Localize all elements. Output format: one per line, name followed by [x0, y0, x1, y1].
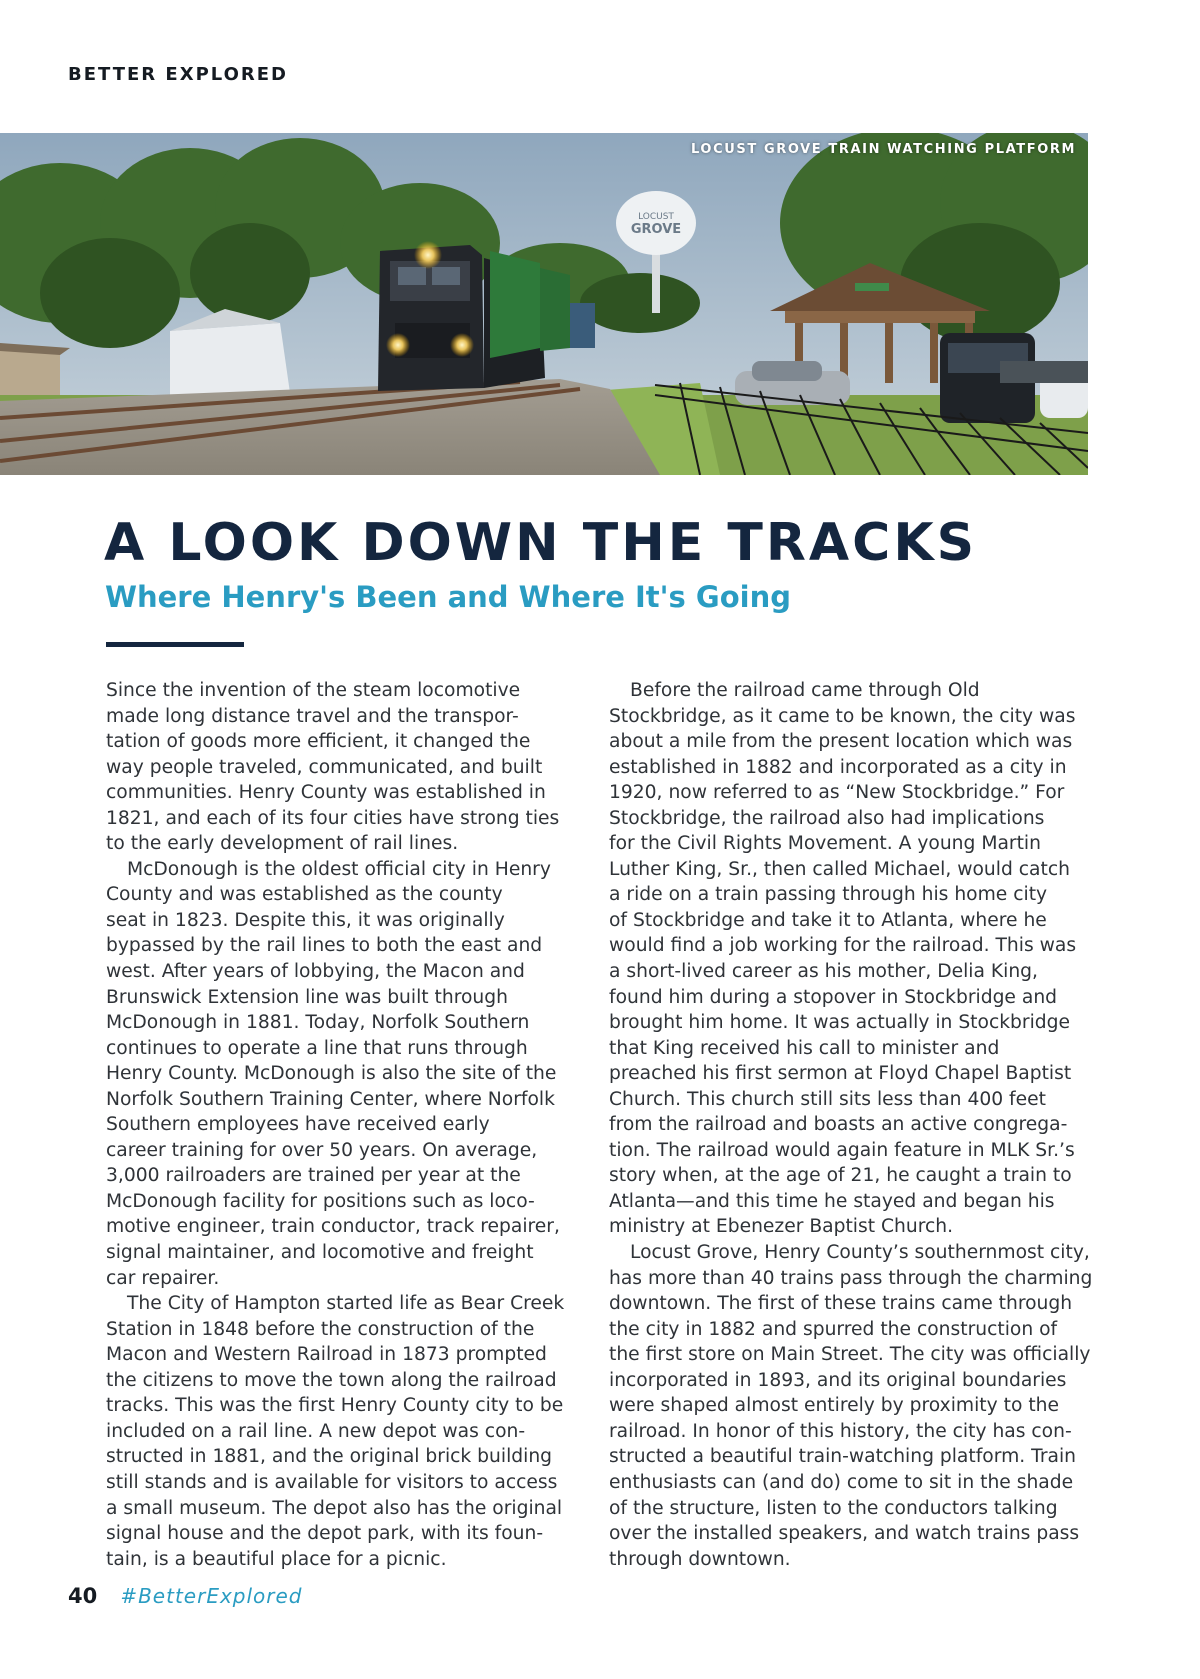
body-line: story when, at the age of 21, he caught a train to: [609, 1165, 1072, 1187]
article-headline: A LOOK DOWN THE TRACKS: [104, 513, 978, 573]
body-line: included on a rail line. A new depot was con-: [106, 1420, 526, 1442]
section-kicker: BETTER EXPLORED: [68, 64, 289, 85]
body-line: Henry County. McDonough is also the site of the: [106, 1063, 557, 1085]
body-line: Stockbridge, as it came to be known, the city was: [609, 705, 1076, 727]
body-line: Brunswick Extension line was built through: [106, 986, 508, 1008]
body-line: tracks. This was the first Henry County city to be: [106, 1395, 564, 1417]
body-line: McDonough is the oldest official city in Henry: [127, 858, 551, 880]
body-line: railroad. In honor of this history, the city has con-: [609, 1420, 1072, 1442]
body-line: McDonough facility for positions such as loco-: [106, 1190, 535, 1212]
body-line: signal house and the depot park, with its foun-: [106, 1523, 544, 1545]
body-line: about a mile from the present location which was: [609, 731, 1073, 753]
body-line: career training for over 50 years. On average,: [106, 1139, 538, 1161]
body-line: Norfolk Southern Training Center, where Norfolk: [106, 1088, 555, 1110]
body-line: structed a beautiful train-watching platform. Train: [609, 1446, 1076, 1468]
body-line: County and was established as the county: [106, 884, 503, 906]
body-line: car repairer.: [106, 1267, 220, 1289]
body-line: for the Civil Rights Movement. A young Martin: [609, 833, 1041, 855]
body-line: of the structure, listen to the conductors talking: [609, 1497, 1058, 1519]
article-subheadline: Where Henry's Been and Where It's Going: [105, 580, 791, 614]
body-line: McDonough in 1881. Today, Norfolk Southern: [106, 1012, 530, 1034]
body-line: found him during a stopover in Stockbridge and: [609, 986, 1058, 1008]
body-line: motive engineer, train conductor, track repairer,: [106, 1216, 560, 1238]
body-line: through downtown.: [609, 1548, 791, 1570]
body-line: the first store on Main Street. The city was officially: [609, 1344, 1091, 1366]
body-line: ministry at Ebenezer Baptist Church.: [609, 1216, 954, 1238]
body-line: were shaped almost entirely by proximity to the: [609, 1395, 1059, 1417]
body-line: signal maintainer, and locomotive and freight: [106, 1242, 534, 1264]
body-line: tation of goods more efficient, it changed the: [106, 731, 531, 753]
hero-photo: [0, 133, 1088, 475]
page-number: 40: [68, 1584, 98, 1608]
body-line: the citizens to move the town along the railroad: [106, 1369, 557, 1391]
body-line: way people traveled, communicated, and built: [106, 756, 543, 778]
body-line: 3,000 railroaders are trained per year at the: [106, 1165, 521, 1187]
body-line: incorporated in 1893, and its original boundaries: [609, 1369, 1067, 1391]
body-line: Stockbridge, the railroad also had implications: [609, 807, 1045, 829]
body-line: that King received his call to minister and: [609, 1037, 1000, 1059]
body-line: a short-lived career as his mother, Delia King,: [609, 961, 1038, 983]
body-line: Before the railroad came through Old: [630, 680, 980, 701]
body-line: west. After years of lobbying, the Macon and: [106, 961, 525, 983]
body-line: established in 1882 and incorporated as a city in: [609, 756, 1067, 778]
body-line: brought him home. It was actually in Stockbridge: [609, 1012, 1071, 1034]
photo-caption: LOCUST GROVE TRAIN WATCHING PLATFORM: [691, 142, 1076, 157]
body-line: the city in 1882 and spurred the construction of: [609, 1318, 1058, 1340]
body-line: downtown. The first of these trains came through: [609, 1293, 1073, 1315]
body-line: continues to operate a line that runs through: [106, 1037, 528, 1059]
body-line: Since the invention of the steam locomotive: [106, 680, 521, 701]
svg-text:GROVE: GROVE: [630, 222, 682, 237]
body-line: of Stockbridge and take it to Atlanta, where he: [609, 909, 1047, 931]
body-line: a small museum. The depot also has the original: [106, 1497, 563, 1519]
body-line: bypassed by the rail lines to both the east and: [106, 935, 543, 957]
body-line: over the installed speakers, and watch trains pass: [609, 1523, 1080, 1545]
page-footer: [68, 1584, 303, 1608]
body-line: Church. This church still sits less than 400 feet: [609, 1088, 1046, 1110]
article-column-right: [609, 678, 1092, 1572]
body-line: tion. The railroad would again feature in MLK Sr.’s: [609, 1139, 1075, 1161]
headline-rule: [106, 642, 244, 647]
footer-hashtag: #BetterExplored: [120, 1584, 303, 1608]
body-line: to the early development of rail lines.: [106, 833, 459, 855]
body-line: 1920, now referred to as “New Stockbridge.” For: [609, 782, 1065, 804]
body-line: has more than 40 trains pass through the charming: [609, 1267, 1093, 1289]
body-line: seat in 1823. Despite this, it was originally: [106, 909, 505, 931]
body-line: preached his first sermon at Floyd Chapel Baptist: [609, 1063, 1072, 1085]
body-line: Atlanta—and this time he stayed and began his: [609, 1190, 1055, 1212]
body-line: Station in 1848 before the construction of the: [106, 1318, 535, 1340]
svg-text:LOCUST: LOCUST: [638, 212, 674, 222]
body-line: from the railroad and boasts an active congrega-: [609, 1114, 1068, 1136]
body-line: Southern employees have received early: [106, 1114, 490, 1136]
body-line: Luther King, Sr., then called Michael, would catch: [609, 858, 1070, 880]
body-line: 1821, and each of its four cities have strong ties: [106, 807, 560, 829]
body-line: enthusiasts can (and do) come to sit in the shade: [609, 1471, 1074, 1493]
body-line: made long distance travel and the transpor-: [106, 705, 519, 727]
body-line: communities. Henry County was established in: [106, 782, 546, 804]
article-column-left: [106, 678, 564, 1572]
body-line: still stands and is available for visitors to access: [106, 1471, 558, 1493]
body-line: Locust Grove, Henry County’s southernmost city,: [630, 1242, 1090, 1264]
body-line: tain, is a beautiful place for a picnic.: [106, 1548, 447, 1570]
body-line: The City of Hampton started life as Bear Creek: [127, 1293, 565, 1315]
body-line: structed in 1881, and the original brick building: [106, 1446, 553, 1468]
body-line: a ride on a train passing through his home city: [609, 884, 1048, 906]
body-line: Macon and Western Railroad in 1873 prompted: [106, 1344, 547, 1366]
body-line: would find a job working for the railroad. This was: [609, 935, 1077, 957]
